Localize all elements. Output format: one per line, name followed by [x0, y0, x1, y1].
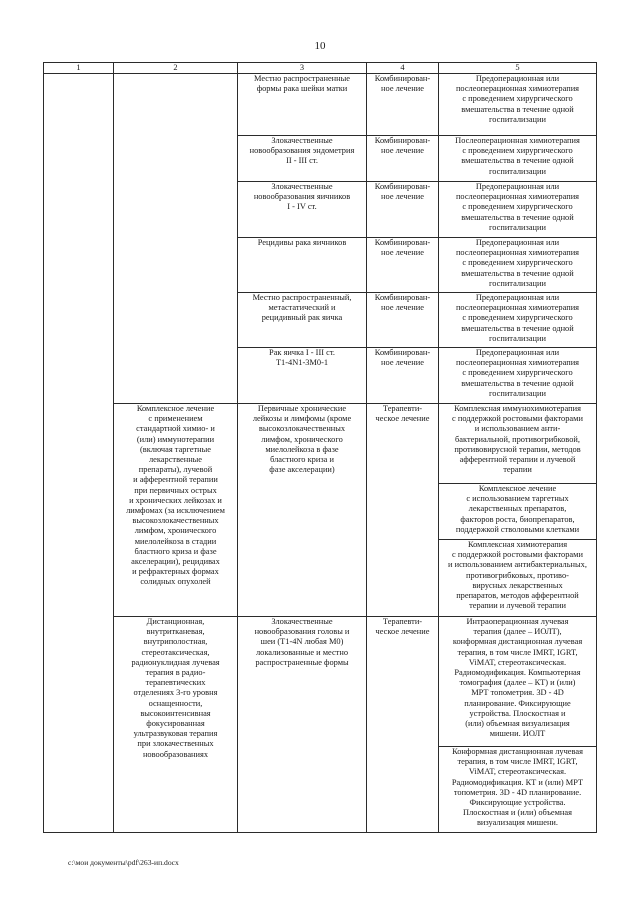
cell-diagnosis: Злокачественные новообразования головы и шеи (T1-4N любая M0) локализованные и местно распространенные формы [238, 617, 367, 833]
cell-diagnosis: Местно распространенные формы рака шейки матки [238, 74, 367, 136]
header-cell: 5 [439, 63, 597, 74]
cell-group-name: Дистанционная, внутритканевая, внутриполостная, стереотаксическая, радионуклидная лучевая терапия в радио- терапевтических отделениях 3-го уровня оснащенности, высокоинтенсивная фокусированная ультразвуковая терапия при злокачественных новообразованиях [114, 617, 238, 833]
cell-treatment: Комбинирован- ное лечение [367, 182, 439, 238]
footer-file-path: c:\мои документы\pdf\263-ип.docx [68, 858, 179, 867]
cell-diagnosis: Злокачественные новообразования эндометрия II - III ст. [238, 136, 367, 182]
header-cell: 1 [44, 63, 114, 74]
cell-group-name [114, 74, 238, 404]
cell-method: Послеоперационная химиотерапия с проведением хирургического вмешательства в течение одной госпитализации [439, 136, 597, 182]
cell-diagnosis: Местно распространенный, метастатический и рецидивный рак яичка [238, 293, 367, 348]
cell-diagnosis: Рецидивы рака яичников [238, 238, 367, 293]
cell-treatment: Комбинирован- ное лечение [367, 74, 439, 136]
cell-treatment: Комбинирован- ное лечение [367, 136, 439, 182]
cell-method: Предоперационная или послеоперационная химиотерапия с проведением хирургического вмешательства в течение одной госпитализации [439, 182, 597, 238]
cell-method: Предоперационная или послеоперационная химиотерапия с проведением хирургического вмешательства в течение одной госпитализации [439, 293, 597, 348]
cell-treatment: Терапевти- ческое лечение [367, 404, 439, 617]
cell-group-name: Комплексное лечение с применением стандартной химио- и (или) иммунотерапии (включая таргетные лекарственные препараты), лучевой и афферентной терапии при первичных острых и хронических лейкозах и лимфомах (за исключением высокозлокачественных лимфом, хронического миелолейкоза в стадии бластного криза и фазе акселерации), рецидивах и рефрактерных формах солидных опухолей [114, 404, 238, 617]
cell-diagnosis: Злокачественные новообразования яичников I - IV ст. [238, 182, 367, 238]
cell-diagnosis: Первичные хронические лейкозы и лимфомы (кроме высокозлокачественных лимфом, хронического миелолейкоза в фазе бластного криза и фазе акселерации) [238, 404, 367, 617]
cell-method: Комплексное лечение с использованием таргетных лекарственных препаратов, факторов роста, биопрепаратов, поддержкой стволовыми клетками [439, 484, 597, 540]
cell-method: Интраоперационная лучевая терапия (далее – ИОЛТ), конформная дистанционная лучевая терапия, в том числе IMRT, IGRT, ViMAT, стереотаксическая. Радиомодификация. Компьютерная томография (далее – КТ) и (или) МРТ топометрия. 3D - 4D планирование. Фиксирующие устройства. Плоскостная и (или) объемная визуализация мишени. ИОЛТ [439, 617, 597, 747]
cell-number [44, 74, 114, 833]
cell-method: Предоперационная или послеоперационная химиотерапия с проведением хирургического вмешательства в течение одной госпитализации [439, 74, 597, 136]
page-number: 10 [314, 40, 326, 52]
table-row [44, 404, 597, 484]
cell-method: Комплексная иммунохимиотерапия с поддержкой ростовыми факторами и использованием анти- бактериальной, противогрибковой, противовирусной терапии, методов афферентной терапии и лучевой терапии [439, 404, 597, 484]
header-cell: 4 [367, 63, 439, 74]
header-cell: 2 [114, 63, 238, 74]
cell-treatment: Комбинирован- ное лечение [367, 238, 439, 293]
table-header-row [44, 63, 597, 74]
cell-diagnosis: Рак яичка I - III ст. T1-4N1-3M0-1 [238, 348, 367, 404]
cell-method: Конформная дистанционная лучевая терапия, в том числе IMRT, IGRT, ViMAT, стереотаксическая. Радиомодификация. КТ и (или) МРТ топометрия. 3D - 4D планирование. Фиксирующие устройства. Плоскостная и (или) объемная визуализация мишени. [439, 747, 597, 833]
cell-method: Комплексная химиотерапия с поддержкой ростовыми факторами и использованием антибактериальных, противогрибковых, противо- вирусных лекарственных препаратов, методов афферентной терапии и лучевой терапии [439, 540, 597, 617]
header-cell: 3 [238, 63, 367, 74]
cell-treatment: Комбинирован- ное лечение [367, 348, 439, 404]
cell-treatment: Комбинирован- ное лечение [367, 293, 439, 348]
treatment-table [43, 62, 597, 833]
table-row [44, 617, 597, 747]
cell-treatment: Терапевти- ческое лечение [367, 617, 439, 833]
cell-method: Предоперационная или послеоперационная химиотерапия с проведением хирургического вмешательства в течение одной госпитализации [439, 348, 597, 404]
cell-method: Предоперационная или послеоперационная химиотерапия с проведением хирургического вмешательства в течение одной госпитализации [439, 238, 597, 293]
table-row [44, 74, 597, 136]
